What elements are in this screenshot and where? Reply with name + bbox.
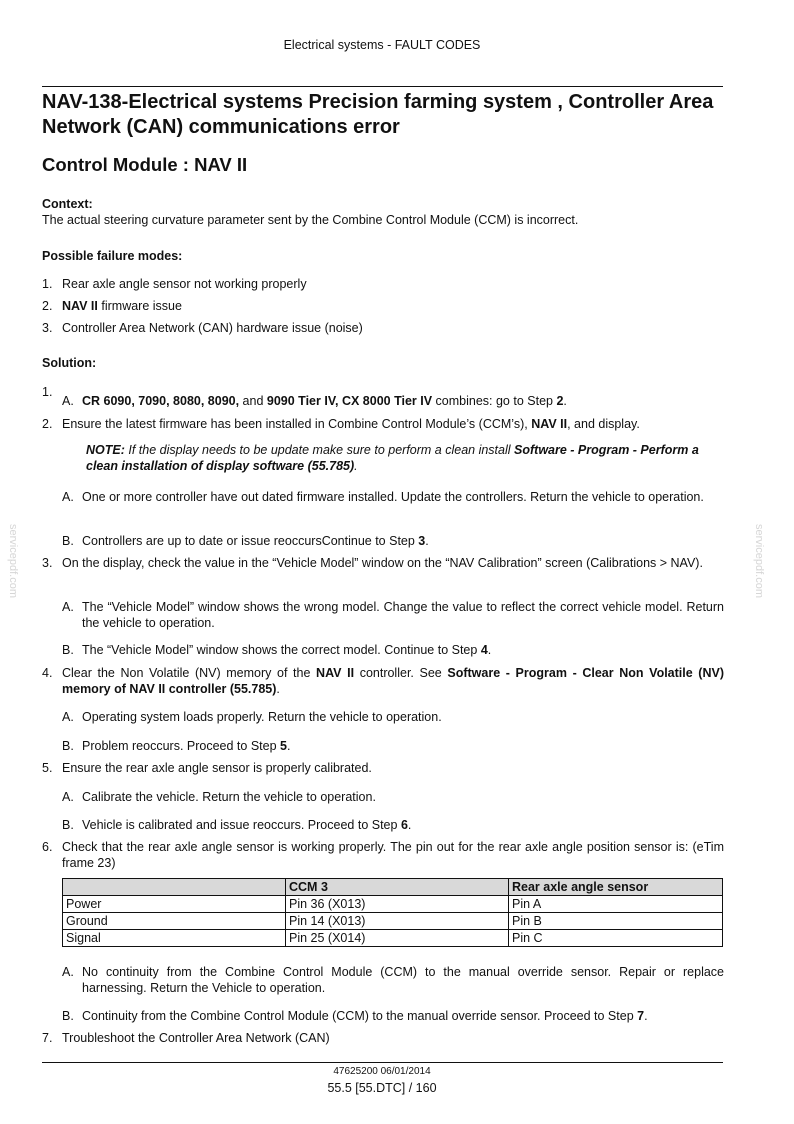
step-5b-text: Vehicle is calibrated and issue reoccurs. Proceed to Step 6. [82, 818, 412, 832]
step-sub-letter: A. [62, 394, 74, 408]
step-number: 6. [42, 840, 53, 854]
step-4a-text: Operating system loads properly. Return the vehicle to operation. [82, 710, 442, 724]
step-sub-letter: A. [62, 790, 74, 804]
step-6a-text: No continuity from the Combine Control Module (CCM) to the manual override sensor. Repair or replace harnessing. Return the Vehicle to operation. [82, 965, 724, 995]
table-row [63, 913, 723, 930]
step-sub-letter: A. [62, 490, 74, 504]
table-header-cell: CCM 3 [286, 879, 509, 896]
step-1a-text: CR 6090, 7090, 8080, 8090, and 9090 Tier IV, CX 8000 Tier IV combines: go to Step 2. [82, 394, 567, 408]
step-5a-text: Calibrate the vehicle. Return the vehicle to operation. [82, 790, 376, 804]
step-number: 1. [42, 385, 53, 399]
step-sub-letter: B. [62, 534, 74, 548]
table-header-row [63, 879, 723, 896]
failure-mode-item: Controller Area Network (CAN) hardware issue (noise) [62, 321, 363, 335]
step-sub-letter: A. [62, 600, 74, 614]
table-cell: Pin B [509, 913, 723, 930]
pinout-table [62, 878, 723, 947]
step-sub-letter: A. [62, 710, 74, 724]
failure-mode-number: 3. [42, 321, 53, 335]
table-cell: Ground [63, 913, 286, 930]
failure-mode-item: Rear axle angle sensor not working properly [62, 277, 307, 291]
step-sub-letter: B. [62, 643, 74, 657]
step-number: 3. [42, 556, 53, 570]
table-cell: Pin 14 (X013) [286, 913, 509, 930]
table-header-cell [63, 879, 286, 896]
footer-rule [42, 1062, 723, 1063]
failure-modes-label: Possible failure modes: [42, 249, 183, 263]
step-sub-letter: B. [62, 818, 74, 832]
table-row [63, 930, 723, 947]
step-3-text: On the display, check the value in the “Vehicle Model” window on the “NAV Calibration” screen (Calibrations > NAV). [62, 556, 703, 570]
step-7-text: Troubleshoot the Controller Area Network (CAN) [62, 1031, 330, 1045]
step-3b-text: The “Vehicle Model” window shows the correct model. Continue to Step 4. [82, 643, 492, 657]
note-block: NOTE: If the display needs to be update make sure to perform a clean install Software - Program - Perform a clean installation of display software (55.785). [86, 443, 699, 473]
table-cell: Pin 36 (X013) [286, 896, 509, 913]
running-header: Electrical systems - FAULT CODES [283, 38, 481, 52]
step-3a-text: The “Vehicle Model” window shows the wrong model. Change the value to reflect the correct vehicle model. Return the vehicle to operation. [82, 600, 724, 630]
step-2b-text: Controllers are up to date or issue reoccursContinue to Step 3. [82, 534, 429, 548]
solution-label: Solution: [42, 356, 97, 370]
table-cell: Signal [63, 930, 286, 947]
table-cell: Pin 25 (X014) [286, 930, 509, 947]
section-subtitle: Control Module : NAV II [42, 154, 248, 175]
failure-mode-number: 2. [42, 299, 53, 313]
step-2-text: Ensure the latest firmware has been installed in Combine Control Module’s (CCM’s), NAV II, and display. [62, 417, 640, 431]
step-sub-letter: B. [62, 739, 74, 753]
step-5-text: Ensure the rear axle angle sensor is properly calibrated. [62, 761, 372, 775]
step-sub-letter: B. [62, 1009, 74, 1023]
context-text: The actual steering curvature parameter sent by the Combine Control Module (CCM) is incorrect. [42, 213, 579, 227]
footer-page-ref: 55.5 [55.DTC] / 160 [327, 1081, 437, 1095]
step-sub-letter: A. [62, 965, 74, 979]
step-4b-text: Problem reoccurs. Proceed to Step 5. [82, 739, 291, 753]
failure-mode-number: 1. [42, 277, 53, 291]
table-cell: Pin C [509, 930, 723, 947]
table-header-cell: Rear axle angle sensor [509, 879, 723, 896]
table-cell: Power [63, 896, 286, 913]
step-number: 7. [42, 1031, 53, 1045]
side-watermark-right: servicepdf.com [752, 524, 765, 598]
step-number: 5. [42, 761, 53, 775]
step-4-text: Clear the Non Volatile (NV) memory of the NAV II controller. See Software - Program - Clear Non Volatile (NV) memory of NAV II controller (55.785). [62, 666, 724, 696]
step-number: 4. [42, 666, 53, 680]
context-label: Context: [42, 197, 93, 211]
step-number: 2. [42, 417, 53, 431]
side-watermark-left: servicepdf.com [6, 524, 19, 598]
step-2a-text: One or more controller have out dated firmware installed. Update the controllers. Return the vehicle to operation. [82, 490, 704, 504]
footer-doc-id: 47625200 06/01/2014 [333, 1066, 431, 1077]
table-cell: Pin A [509, 896, 723, 913]
step-6-text: Check that the rear axle angle sensor is working properly. The pin out for the rear axle angle position sensor is: (eTim frame 23) [62, 840, 724, 870]
table-row [63, 896, 723, 913]
header-rule [42, 86, 723, 87]
step-6b-text: Continuity from the Combine Control Module (CCM) to the manual override sensor. Proceed to Step 7. [82, 1009, 648, 1023]
page-title: NAV-138-Electrical systems Precision farming system , Controller Area Network (CAN) communications error [42, 91, 714, 138]
failure-mode-item: NAV II firmware issue [62, 299, 182, 313]
